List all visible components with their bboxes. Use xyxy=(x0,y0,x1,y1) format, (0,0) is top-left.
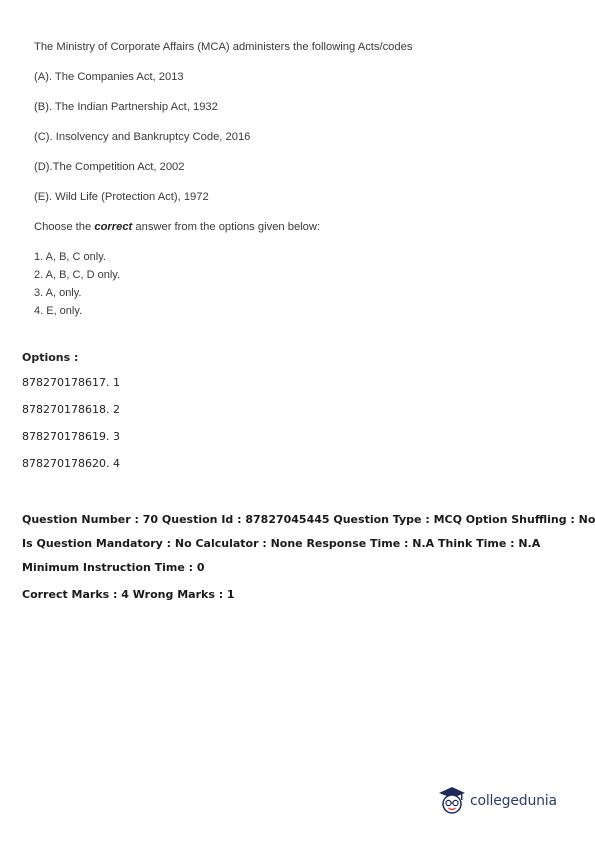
question-stem: The Ministry of Corporate Affairs (MCA) administers the following Acts/codes xyxy=(34,41,413,53)
choose-prefix: Choose the xyxy=(34,221,95,233)
choose-instruction xyxy=(34,220,554,234)
meta-line-1: Question Number : 70 Question Id : 87827045445 Question Type : MCQ Option Shuffling : No xyxy=(22,513,595,526)
answer-item: 4. E, only. xyxy=(34,305,83,317)
statement-a: (A). The Companies Act, 2013 xyxy=(34,71,184,83)
statement-c: (C). Insolvency and Bankruptcy Code, 2016 xyxy=(34,131,251,143)
question-meta xyxy=(22,513,595,612)
answer-item: 2. A, B, C, D only. xyxy=(34,269,120,281)
answer-list xyxy=(34,248,554,320)
graduate-mascot-icon xyxy=(437,786,467,816)
option-row: 878270178620. 4 xyxy=(22,457,120,470)
choose-emphasis: correct xyxy=(94,221,133,233)
option-row: 878270178618. 2 xyxy=(22,403,120,416)
options-block xyxy=(22,351,120,484)
choose-suffix: answer from the options given below: xyxy=(132,221,321,233)
meta-line-3: Minimum Instruction Time : 0 xyxy=(22,561,205,574)
meta-line-2: Is Question Mandatory : No Calculator : None Response Time : N.A Think Time : N.A xyxy=(22,537,541,550)
collegedunia-logo xyxy=(437,786,557,816)
statement-d: (D).The Competition Act, 2002 xyxy=(34,161,185,173)
option-row: 878270178617. 1 xyxy=(22,376,120,389)
meta-line-4: Correct Marks : 4 Wrong Marks : 1 xyxy=(22,588,235,601)
answer-item: 1. A, B, C only. xyxy=(34,251,106,263)
options-title: Options : xyxy=(22,351,79,364)
statement-e: (E). Wild Life (Protection Act), 1972 xyxy=(34,191,209,203)
logo-text: collegedunia xyxy=(470,793,557,809)
question-block xyxy=(34,40,554,320)
answer-item: 3. A, only. xyxy=(34,287,82,299)
statement-b: (B). The Indian Partnership Act, 1932 xyxy=(34,101,218,113)
option-row: 878270178619. 3 xyxy=(22,430,120,443)
